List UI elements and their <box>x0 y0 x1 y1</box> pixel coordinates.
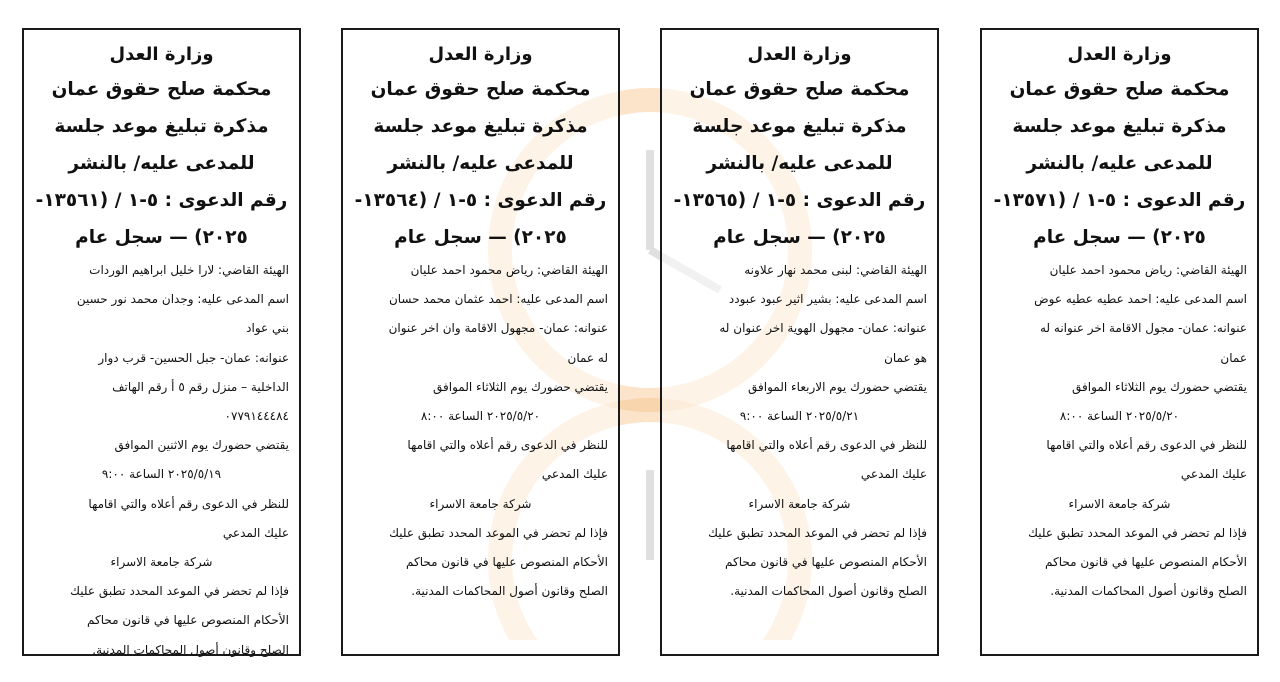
notice-card <box>980 28 1259 656</box>
notice-line: ٢٠٢٥/٥/١٩ الساعة ٩:٠٠ <box>101 467 222 482</box>
notice-card <box>341 28 620 656</box>
notice-line: الأحكام المنصوص عليها في قانون محاكم <box>725 555 927 570</box>
notice-party: للمدعى عليه/ بالنشر <box>68 153 255 174</box>
case-number: رقم الدعوى : ٥-١ / (١٣٥٦١- <box>35 190 288 211</box>
notice-line: يقتضي حضورك يوم الاثنين الموافق <box>114 438 289 453</box>
notice-line: للنظر في الدعوى رقم أعلاه والتي اقامها <box>407 438 608 453</box>
notice-line: عنوانه: عمان- مجهول الهوية اخر عنوان له <box>719 321 927 336</box>
notice-line: يقتضي حضورك يوم الاربعاء الموافق <box>748 379 927 394</box>
notice-line: الصلح وقانون أصول المحاكمات المدنية. <box>411 584 608 599</box>
case-number-cont: ٢٠٢٥) — سجل عام <box>75 227 248 248</box>
notice-line: ٢٠٢٥/٥/٢٠ الساعة ٨:٠٠ <box>420 409 541 424</box>
notice-party: للمدعى عليه/ بالنشر <box>387 153 574 174</box>
notice-line: له عمان <box>567 350 608 365</box>
notice-line: عنوانه: عمان- مجهول الاقامة وان اخر عنوان <box>388 321 608 336</box>
memo-title: مذكرة تبليغ موعد جلسة <box>1012 116 1227 137</box>
notice-line: عمان <box>1220 350 1247 365</box>
notice-line: اسم المدعى عليه: وجدان محمد نور حسين <box>76 292 289 307</box>
notice-line: الصلح وقانون أصول المحاكمات المدنية. <box>1050 584 1247 599</box>
court-name: محكمة صلح حقوق عمان <box>689 79 910 100</box>
notice-line: يقتضي حضورك يوم الثلاثاء الموافق <box>433 379 608 394</box>
ministry-title: وزارة العدل <box>747 44 852 65</box>
notice-line: اسم المدعى عليه: احمد عثمان محمد حسان <box>388 292 608 307</box>
ministry-title: وزارة العدل <box>109 44 214 65</box>
case-number: رقم الدعوى : ٥-١ / (١٣٥٦٤- <box>354 190 607 211</box>
memo-title: مذكرة تبليغ موعد جلسة <box>54 116 269 137</box>
memo-title: مذكرة تبليغ موعد جلسة <box>692 116 907 137</box>
notice-line: هو عمان <box>884 350 927 365</box>
notice-line: يقتضي حضورك يوم الثلاثاء الموافق <box>1072 379 1247 394</box>
case-number-cont: ٢٠٢٥) — سجل عام <box>713 227 886 248</box>
notice-line: الداخلية – منزل رقم ٥ أ رقم الهاتف <box>112 379 289 394</box>
notice-line: شركة جامعة الاسراء <box>429 496 532 511</box>
notice-line: ٢٠٢٥/٥/٢١ الساعة ٩:٠٠ <box>739 409 860 424</box>
case-number-cont: ٢٠٢٥) — سجل عام <box>1033 227 1206 248</box>
notice-line: للنظر في الدعوى رقم أعلاه والتي اقامها <box>726 438 927 453</box>
notice-line: الهيئة القاضي: لارا خليل ابراهيم الوردات <box>89 263 289 277</box>
ministry-title: وزارة العدل <box>428 44 533 65</box>
court-name: محكمة صلح حقوق عمان <box>1009 79 1230 100</box>
notice-card <box>22 28 301 656</box>
notice-line: عليك المدعي <box>860 467 927 482</box>
case-number: رقم الدعوى : ٥-١ / (١٣٥٦٥- <box>673 190 926 211</box>
notice-line: بني عواد <box>246 321 289 336</box>
notice-party: للمدعى عليه/ بالنشر <box>706 153 893 174</box>
ministry-title: وزارة العدل <box>1067 44 1172 65</box>
court-name: محكمة صلح حقوق عمان <box>370 79 591 100</box>
notice-line: فإذا لم تحضر في الموعد المحدد تطبق عليك <box>1028 525 1247 540</box>
notice-line: عنوانه: عمان- مجول الاقامة اخر عنوانه له <box>1040 321 1247 336</box>
notice-line: الأحكام المنصوص عليها في قانون محاكم <box>1045 555 1247 570</box>
case-number: رقم الدعوى : ٥-١ / (١٣٥٧١- <box>993 190 1246 211</box>
notice-line: اسم المدعى عليه: احمد عطيه عطيه عوض <box>1034 292 1247 307</box>
notice-line: شركة جامعة الاسراء <box>748 496 851 511</box>
notice-line: الصلح وقانون أصول المحاكمات المدنية. <box>92 642 289 657</box>
notice-line: فإذا لم تحضر في الموعد المحدد تطبق عليك <box>708 525 927 540</box>
notice-line: عليك المدعي <box>1180 467 1247 482</box>
notice-line: للنظر في الدعوى رقم أعلاه والتي اقامها <box>88 496 289 511</box>
notice-line: اسم المدعى عليه: بشير اثير عبود عبودد <box>728 292 927 307</box>
notice-line: عليك المدعي <box>222 525 289 540</box>
notice-line: عليك المدعي <box>541 467 608 482</box>
notice-line: ٠٧٧٩١٤٤٤٨٤ <box>224 409 289 424</box>
notice-line: الهيئة القاضي: لبنى محمد نهار علاونه <box>744 263 927 277</box>
court-name: محكمة صلح حقوق عمان <box>51 79 272 100</box>
notice-party: للمدعى عليه/ بالنشر <box>1026 153 1213 174</box>
notice-card <box>660 28 939 656</box>
memo-title: مذكرة تبليغ موعد جلسة <box>373 116 588 137</box>
notice-line: فإذا لم تحضر في الموعد المحدد تطبق عليك <box>70 584 289 599</box>
notice-line: شركة جامعة الاسراء <box>110 555 213 570</box>
notice-line: الصلح وقانون أصول المحاكمات المدنية. <box>730 584 927 599</box>
case-number-cont: ٢٠٢٥) — سجل عام <box>394 227 567 248</box>
notice-line: الأحكام المنصوص عليها في قانون محاكم <box>406 555 608 570</box>
notice-line: شركة جامعة الاسراء <box>1068 496 1171 511</box>
notice-line: الأحكام المنصوص عليها في قانون محاكم <box>87 613 289 628</box>
notice-line: فإذا لم تحضر في الموعد المحدد تطبق عليك <box>389 525 608 540</box>
notice-line: ٢٠٢٥/٥/٢٠ الساعة ٨:٠٠ <box>1059 409 1180 424</box>
notice-line: للنظر في الدعوى رقم أعلاه والتي اقامها <box>1046 438 1247 453</box>
notice-line: الهيئة القاضي: رياض محمود احمد عليان <box>410 263 608 277</box>
notice-line: عنوانه: عمان- جبل الحسين- قرب دوار <box>98 350 289 365</box>
notice-line: الهيئة القاضي: رياض محمود احمد عليان <box>1049 263 1247 277</box>
